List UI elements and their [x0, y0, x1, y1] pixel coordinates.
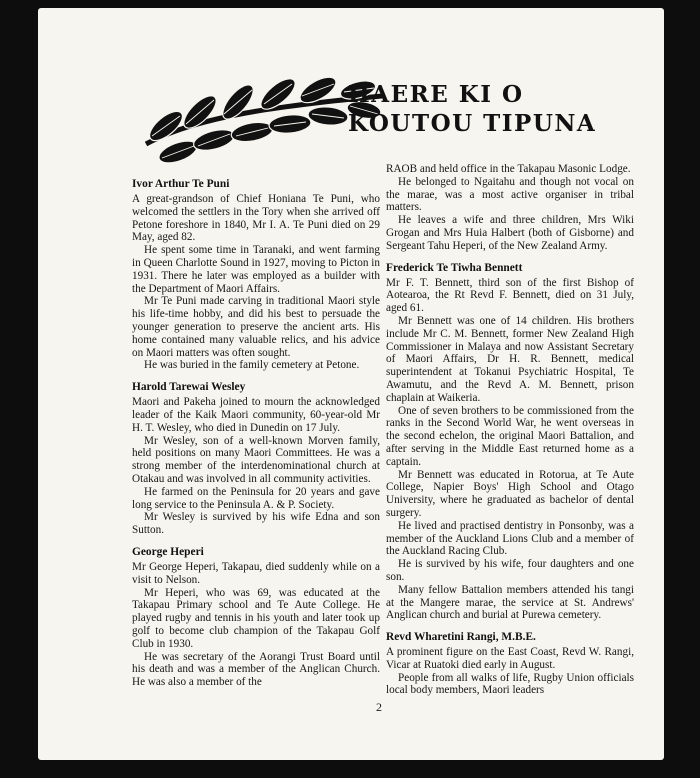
paragraph: One of seven brothers to be commissioned from the ranks in the Second World War, he went overseas in the second echelon, the original Maori Battalion, and after serving in the Middle East returned home as a captain.	[386, 404, 634, 468]
paragraph: Mr Wesley is survived by his wife Edna and son Sutton.	[132, 511, 380, 537]
paragraph: He was secretary of the Aorangi Trust Board until his death and was a member of the Anglican Church. He was also a member of the	[132, 650, 380, 689]
paragraph: Mr Bennett was educated in Rotorua, at Te Aute College, Napier Boys' High School and Otago University, where he graduated as bachelor of dental surgery.	[386, 468, 634, 519]
paragraph: Mr George Heperi, Takapau, died suddenly while on a visit to Nelson.	[132, 560, 380, 586]
paragraph: Mr Heperi, who was 69, was educated at the Takapau Primary school and Te Aute College. He played rugby and tennis in his youth and later took up golf to become club champion of the Takapau Golf Club in 1930.	[132, 586, 380, 650]
heading-line-1: HAERE KI O	[348, 81, 524, 108]
paragraph: A great-grandson of Chief Honiana Te Puni, who welcomed the settlers in the Tory when she arrived off Petone foreshore in 1840, Mr I. A. Te Puni died on 29 May, aged 82.	[132, 193, 380, 244]
left-column	[132, 178, 380, 698]
paragraph: Mr Wesley, son of a well-known Morven family, held positions on many Maori Committees. He was a strong member of the interdenominational church at Otakau and was involved in all community activities.	[132, 434, 380, 485]
paragraph: He belonged to Ngaitahu and though not vocal on the marae, was a most active organiser in tribal matters.	[386, 175, 634, 214]
obituary-heperi-continued	[386, 163, 634, 253]
paragraph: He lived and practised dentistry in Ponsonby, was a member of the Auckland Lions Club and a member of the Auckland Racing Club.	[386, 519, 634, 558]
paragraph: Many fellow Battalion members attended his tangi at the Mangere marae, the service at St. Andrews' Anglican church and burial at Purewa cemetery.	[386, 583, 634, 622]
paragraph: Mr Bennett was one of 14 children. His brothers include Mr C. M. Bennett, former New Zealand High Commissioner in Malaya and now Assistant Secretary of Maori Affairs, Dr H. R. Bennett, medical superintendent at Tokanui Psychiatric Hospital, Te Awamutu, and the Revd A. M. Bennett, prison chaplain at Waikeria.	[386, 314, 634, 404]
obituary-name: George Heperi	[132, 545, 204, 558]
obituary-name: Ivor Arthur Te Puni	[132, 178, 230, 190]
paragraph: He leaves a wife and three children, Mrs Wiki Grogan and Mrs Huia Halbert (both of Gisborne) and Sergeant Tahu Heperi, of the New Zealand Army.	[386, 214, 634, 252]
obituary-name: Harold Tarewai Wesley	[132, 381, 246, 394]
obituary-name: Revd Wharetini Rangi, M.B.E.	[386, 631, 536, 644]
right-column	[386, 163, 634, 706]
paragraph: He was buried in the family cemetery at Petone.	[144, 359, 360, 372]
paragraph: He spent some time in Taranaki, and went farming in Queen Charlotte Sound in 1927, moving to Picton in 1931. There he later was employed as a builder with the Department of Maori Affairs.	[132, 244, 380, 295]
paragraph: Mr Te Puni made carving in traditional Maori style his life-time hobby, and did his best to persuade the younger generation to preserve the ancient arts. His home contained many valuable relics, and his advice on Maori matters was often sought.	[132, 295, 380, 359]
paragraph: People from all walks of life, Rugby Union officials local body members, Maori leaders	[386, 671, 634, 697]
paragraph: RAOB and held office in the Takapau Masonic Lodge.	[386, 163, 631, 175]
paragraph: He is survived by his wife, four daughters and one son.	[386, 558, 634, 583]
heading-line-2: KOUTOU TIPUNA	[348, 110, 597, 137]
obituary-heperi	[132, 546, 380, 689]
paragraph: A prominent figure on the East Coast, Revd W. Rangi, Vicar at Ruatoki died early in August.	[386, 646, 634, 671]
obituary-rangi	[386, 631, 634, 697]
obituary-bennett	[386, 262, 634, 623]
paragraph: Maori and Pakeha joined to mourn the acknowledged leader of the Kaik Maori community, 60-year-old Mr H. T. Wesley, who died in Dunedin on 17 July.	[132, 396, 380, 434]
paragraph: Mr F. T. Bennett, third son of the first Bishop of Aotearoa, the Rt Revd F. Bennett, died on 31 July, aged 61.	[386, 276, 634, 315]
obituary-te-puni	[132, 178, 380, 372]
paragraph: He farmed on the Peninsula for 20 years and gave long service to the Peninsula A. & P. Society.	[132, 485, 380, 511]
obituary-wesley	[132, 381, 380, 537]
page-number: 2	[376, 700, 382, 714]
obituary-name: Frederick Te Tiwha Bennett	[386, 261, 523, 274]
page-heading	[348, 80, 596, 138]
